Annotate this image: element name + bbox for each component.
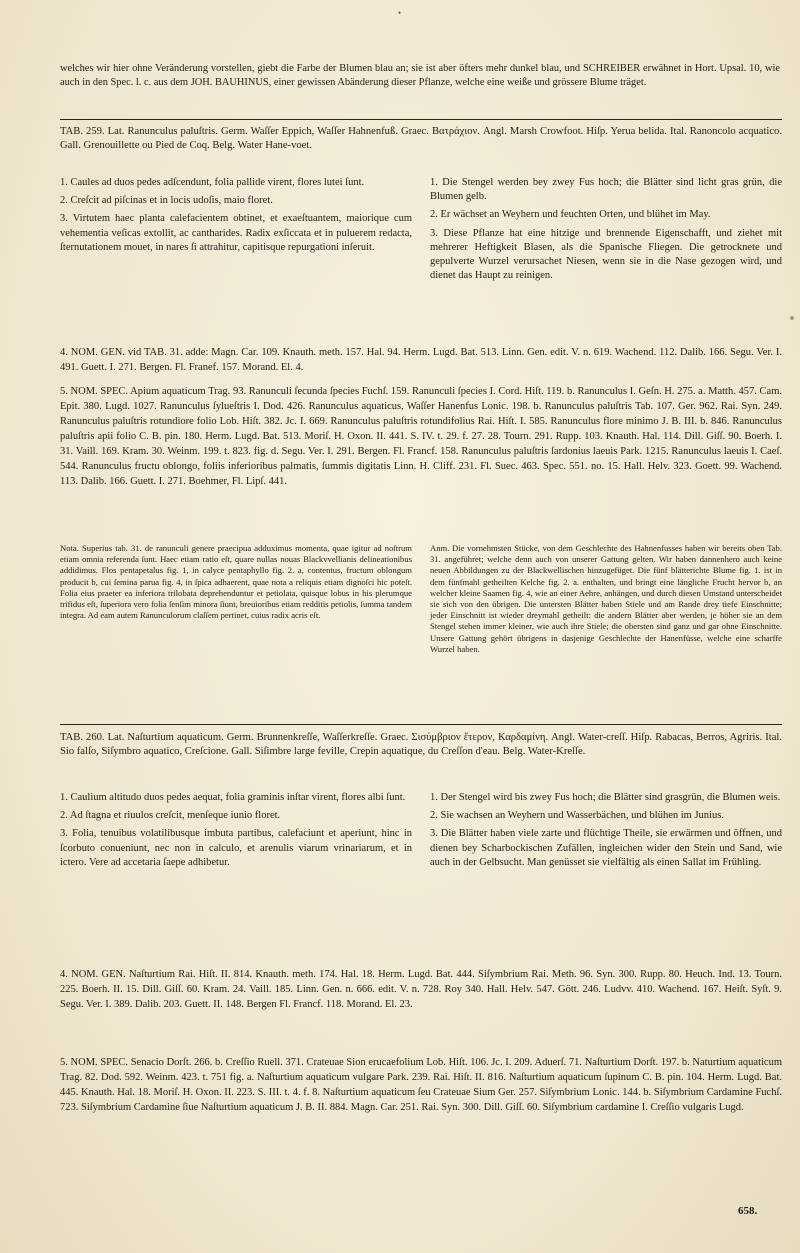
tab-259-anmerkung: Anm. Die vornehmsten Stücke, von dem Geschlechte des Hahnenfusses haben wir bereits oben Tab. 31. angeführet; welche denn auch von unserer Gattung gelten. Wir haben dannenhero auch keine neuen Abbildungen zu der Blackwellischen hinzugefüget. Die fünf blätterichte Blume fig. 1. ist in dem fünfmahl getheilten Kelche fig. 2. a. enthalten, und bringt eine längliche Frucht hervor b, an welcher kleine Saamen fig. 4, wie an einer Aehre, anhängen, und durch diesen Umstand unterscheidet sie sich von den übrigen. Die untersten Blätter haben Stiele und am Rande drey tiefe Einschnitte; jeder Einschnitt ist wieder dreymahl getheilt: die andern Blätter aber werden, je höher sie an dem Stengel stehen immer kleiner, wie auch ihre Stiele; die obersten sind ganz und gar ohne Einschnitte. Unsere Gattung gehört übrigens in dasjenige Geschlechte der Hanenfüsse, welche eine scharffe Wurzel haben. xyxy=(430,543,782,654)
tab-259-german-item-2: 2. Er wächset an Weyhern und feuchten Orten, und blühet im May. xyxy=(430,209,711,221)
tab-260-german-item-1: 1. Der Stengel wird bis zwey Fus hoch; die Blätter sind grasgrün, die Blumen weis. xyxy=(430,792,781,803)
tab-260-german-column xyxy=(430,791,782,874)
tab-260-latin-column xyxy=(60,791,412,874)
tab-260-nom-gen: 4. NOM. GEN. Naſturtium Rai. Hiſt. II. 814. Knauth. meth. 174. Hal. 18. Herm. Lugd. Bat. 444. Siſymbrium Rai. Meth. 96. Syn. 300. Rupp. 80. Heuch. Ind. 13. Tourn. 225. Boerh. II. 15. Dill. Giſſ. 60. Kram. 24. Vaill. 185. Linn. Gen. n. 666. edit. V. n. 728. Roy 340. Hall. Helv. 547. Gött. 246. Ludvv. 410. Wachend. 167. Heiſt. Syſt. 9. Segu. Ver. I. 389. Dalib. 203. Guett. II. 148. Bergen Fl. Francf. 118. Morand. El. 23. xyxy=(60,969,782,1010)
paper-spot xyxy=(790,316,794,320)
tab-260-latin-item-3: 3. Folia, tenuibus volatilibusque imbuta partibus, calefaciunt et aperiunt, hinc in ſcorbuto conueniunt, nec non in calculo, et arenulis viarum vrinariarum, et in ictero. Vere ad accetaria ſaepe adhibetur. xyxy=(60,828,412,868)
tab-259-latin-item-3: 3. Virtutem haec planta calefacientem obtinet, et exaeſtuantem, maiorique cum vehementia veſicas extollit, ac cantharides. Radix exſiccata et in puluerem redacta, ſternutationem mouet, in nares ſi attrahitur, capitisque repurgationi inſeruit. xyxy=(60,213,412,253)
tab-259-nom-spec: 5. NOM. SPEC. Apium aquaticum Trag. 93. Ranunculi ſecunda ſpecies Fuchſ. 159. Ranunculi ſpecies I. Cord. Hiſt. 119. b. Ranunculus I. Geſn. H. 275. a. Matth. 457. Cam. Epit. 380. Lugd. 1027. Ranunculus ſylueſtris I. Dod. 426. Ranunculus aquaticus, Waſſer Hanenfus Lonic. 198. b. Ranunculus paluſtris Tab. 107. Ger. 962. Rai. Syn. 249. Ranunculus paluſtris rotundiore folio Lob. Hiſt. 382. Jc. I. 669. Ranunculus paluſtris rotundifolius Rai. Hiſt. I. 585. Ranunculus flore minimo J. B. III. b. 846. Ranunculus paluſtris apii folio C. B. pin. 180. Herm. Lugd. Bat. 513. Moriſ. H. Oxon. II. 441. S. IV. t. 29. f. 27. 28. Tourn. 291. Rupp. 103. Knauth. Hal. 114. Dill. Giſſ. 90. Boerh. I. 31. Vaill. 169. Kram. 30. Weinm. 199. t. 823. fig. d. Segu. Ver. I. 291. Bergen. Fl. Francf. 158. Ranunculus paluſtris ſardonius laeuis Park. 1215. Ranunculus laeuis I. Caeſ. 544. Ranunculus fructu oblongo, foliis inferioribus palmatis, ſummis digitatis Linn. H. Cliff. 231. Fl. Suec. 463. Spec. 551. no. 15. Hall. Helv. 323. Goett. 99. Wachend. 113. Dalib. 166. Guett. I. 271. Boehmer, Fl. Lipſ. 441. xyxy=(60,386,782,487)
tab-259-nom-gen: 4. NOM. GEN. vid TAB. 31. adde: Magn. Car. 109. Knauth. meth. 157. Hal. 94. Herm. Lugd. Bat. 513. Linn. Gen. edit. V. n. 619. Wachend. 112. Dalib. 166. Segu. Ver. I. 491. Guett. I. 271. Bergen. Fl. Franef. 157. Morand. El. 4. xyxy=(60,347,782,373)
tab-259-latin-column xyxy=(60,176,412,259)
tab-260-nom-spec: 5. NOM. SPEC. Senacio Dorſt. 266. b. Creſſio Ruell. 371. Crateuae Sion erucaefolium Lob. Hiſt. 106. Jc. I. 209. Aduerſ. 71. Naſturtium Dorſt. 197. b. Naturtium aquaticum Trag. 82. Dod. 592. Weinm. 423. t. 751 fig. a. Naſturtium aquaticum vulgare Park. 239. Rai. Hiſt. II. 816. Naſturtium aquaticum ſupinum C. B. pin. 104. Herm. Lugd. Bat. 445. Knauth. Hal. 18. Moriſ. H. Oxon. II. 223. S. III. t. 4. f. 8. Naſturtium aquaticum ſeu Crateuae Sium Ger. 257. Siſymbrium Lonic. 144. b. Siſymbrium Cardamine Fuchſ. 723. Siſymbrium Cardamine ſiue Naſturtium aquaticum J. B. II. 884. Magn. Car. 251. Rai. Syn. 300. Dill. Giſſ. 60. Siſymbrium cardamine I. Creſſio vulgaris Lugd. xyxy=(60,1057,782,1113)
tab-260-latin-item-1: 1. Caulium altitudo duos pedes aequat, folia graminis inſtar virent, flores albi ſunt. xyxy=(60,792,406,803)
tab-260-german-item-2: 2. Sie wachsen an Weyhern und Wasserbächen, und blühen im Junius. xyxy=(430,810,724,822)
tab-259-latin-item-2: 2. Creſcit ad piſcinas et in locis udoſis, maio floret. xyxy=(60,195,273,207)
section-divider-top xyxy=(60,119,782,120)
tab-259-german-column xyxy=(430,176,782,287)
tab-259-german-item-3: 3. Diese Pflanze hat eine hitzige und brennende Eigenschafft, und ziehet mit mehrerer Heftigkeit Blasen, als die Spanische Fliegen. Die getrocknete und gepulverte Wurzel verursachet Niesen, wenn sie in die Nase gezogen wird, und dienet das Haupt zu reinigen. xyxy=(430,227,782,282)
tab-260-german-item-3: 3. Die Blätter haben viele zarte und flüchtige Theile, sie erwärmen und öffnen, und dienen bey Scharbockischen Zufällen, ingleichen wider den Stein und Sand, wie auch in der Gelbsucht. Man genüsset sie vielfältig als einen Sallat im Frühling. xyxy=(430,828,782,868)
tab-260-latin-item-2: 2. Ad ſtagna et riuulos creſcit, menſeque iunio floret. xyxy=(60,810,281,822)
section-divider-middle xyxy=(60,724,782,725)
page-number: 658. xyxy=(738,1205,758,1217)
tab-259-latin-item-1: 1. Caules ad duos pedes adſcendunt, folia pallide virent, flores lutei ſunt. xyxy=(60,177,365,188)
tab-259-nota: Nota. Superius tab. 31. de ranunculi genere praecipua adduximus momenta, quae igitur ad noſtrum etiam omnia referenda ſunt. Haec etiam ratio eſt, quare nullas nouas Blackvvellianis delineationibus addidimus. Flos pentapetalus fig. 1, in calyce pentaphyllo fig. 2. a, contentus, fructum oblongum producit b, cui ſemina parua fig. 4, in ſpica adhaerent, quae nota a reliquis etiam dignoſci hic poteſt. Folia eius praeter ea inferiora trilobata deprehenduntur et petiolata, quisque lobus in his plerumque trifidus eſt, ſuperiora vero folia ſenſim minora ſiunt, breuioribus etiam redditis petiolis, ſumma tandem integra. Ad eam autem Ranunculorum claſſem pertinet, cuius radix acris eſt. xyxy=(60,543,412,621)
tab-259-german-item-1: 1. Die Stengel werden bey zwey Fus hoch; die Blätter sind licht gras grün, die Blumen gelb. xyxy=(430,177,782,203)
intro-paragraph: welches wir hier ohne Veränderung vorstellen, giebt die Farbe der Blumen blau an; sie ist aber öfters mehr dunkel blau, und SCHREIBER erwähnet in Hort. Upsal. 10, wie auch in den Spec. l. c. aus dem JOH. BAUHINUS, einer gewissen Abänderung dieser Pflanze, welche eine weiße und grössere Blume träget. xyxy=(60,63,780,88)
tab-260-header: TAB. 260. Lat. Naſturtium aquaticum. Germ. Brunnenkreſſe, Waſſerkreſſe. Graec. Σισύμβριον ἕτερον, Καρδαμίνη. Angl. Water-creſſ. Hiſp. Rabacas, Berros, Agriris. Ital. Sio falſo, Siſymbro aquatico, Creſcione. Gall. Siſimbre large feville, Crepin aquatique, du Creſſon d'eau. Belg. Water-Kreſſe. xyxy=(60,732,782,757)
tab-259-header: TAB. 259. Lat. Ranunculus paluſtris. Germ. Waſſer Eppich, Waſſer Hahnenfuß. Graec. Βατράχιον. Angl. Marsh Crowfoot. Hiſp. Yerua belida. Ital. Ranoncolo acquatico. Gall. Grenouillette ou Pied de Coq. Belg. Water Hane-voet. xyxy=(60,126,782,151)
top-mark: • xyxy=(398,8,402,18)
